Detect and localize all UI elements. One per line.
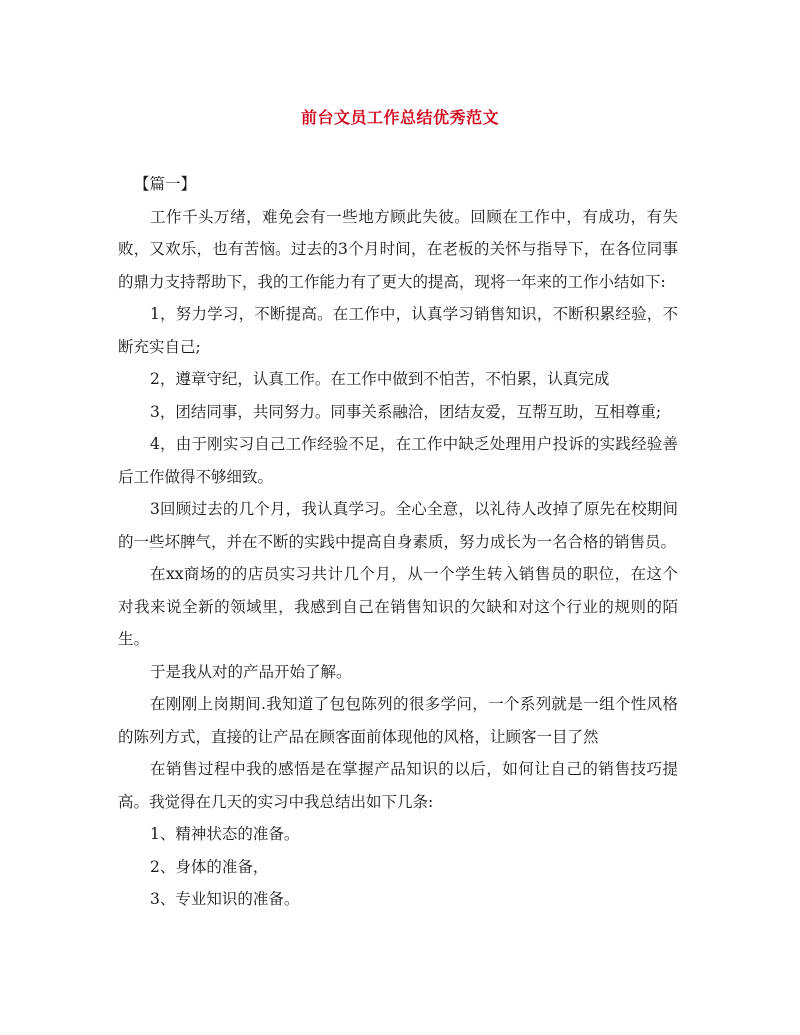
section-label: 【篇一】 — [134, 175, 197, 193]
paragraph-point-1: 1，努力学习，不断提高。在工作中，认真学习销售知识，不断积累经验，不断充实自己; — [118, 305, 678, 356]
list-item-3: 3、专业知识的准备。 — [150, 890, 300, 908]
document-body — [118, 168, 678, 916]
paragraph-product: 于是我从对的产品开始了解。 — [150, 662, 352, 681]
list-item-2: 2、身体的准备， — [150, 857, 269, 876]
paragraph-point-4: 4，由于刚实习自己工作经验不足，在工作中缺乏处理用户投诉的实践经验善后工作做得不够细致。 — [118, 435, 678, 486]
paragraph-insight: 在销售过程中我的感悟是在掌握产品知识的以后，如何让自己的销售技巧提高。我觉得在几天的实习中我总结出如下几条: — [118, 760, 678, 811]
paragraph-internship: 在xx商场的的店员实习共计几个月，从一个学生转入销售员的职位，在这个对我来说全新的领域里，我感到自己在销售知识的欠缺和对这个行业的规则的陌生。 — [118, 565, 678, 648]
paragraph-display: 在刚刚上岗期间.我知道了包包陈列的很多学问，一个系列就是一组个性风格的陈列方式，直接的让产品在顾客面前体现他的风格，让顾客一目了然 — [118, 695, 678, 746]
list-item-1: 1、精神状态的准备。 — [150, 825, 300, 843]
paragraph-point-3: 3，团结同事，共同努力。同事关系融洽，团结友爱，互帮互助，互相尊重; — [150, 402, 662, 421]
document-title: 前台文员工作总结优秀范文 — [300, 108, 499, 127]
paragraph-point-2: 2，遵章守纪，认真工作。在工作中做到不怕苦，不怕累，认真完成 — [150, 370, 610, 388]
paragraph-intro: 工作千头万绪，难免会有一些地方顾此失彼。回顾在工作中，有成功，有失败，又欢乐，也有苦恼。过去的3个月时间，在老板的关怀与指导下，在各位同事的鼎力支持帮助下，我的工作能力有了更大的提高，现将一年来的工作小结如下: — [118, 207, 678, 291]
paragraph-review: 3回顾过去的几个月，我认真学习。全心全意，以礼待人改掉了原先在校期间的一些坏脾气，并在不断的实践中提高自身素质，努力成长为一名合格的销售员。 — [118, 500, 678, 551]
